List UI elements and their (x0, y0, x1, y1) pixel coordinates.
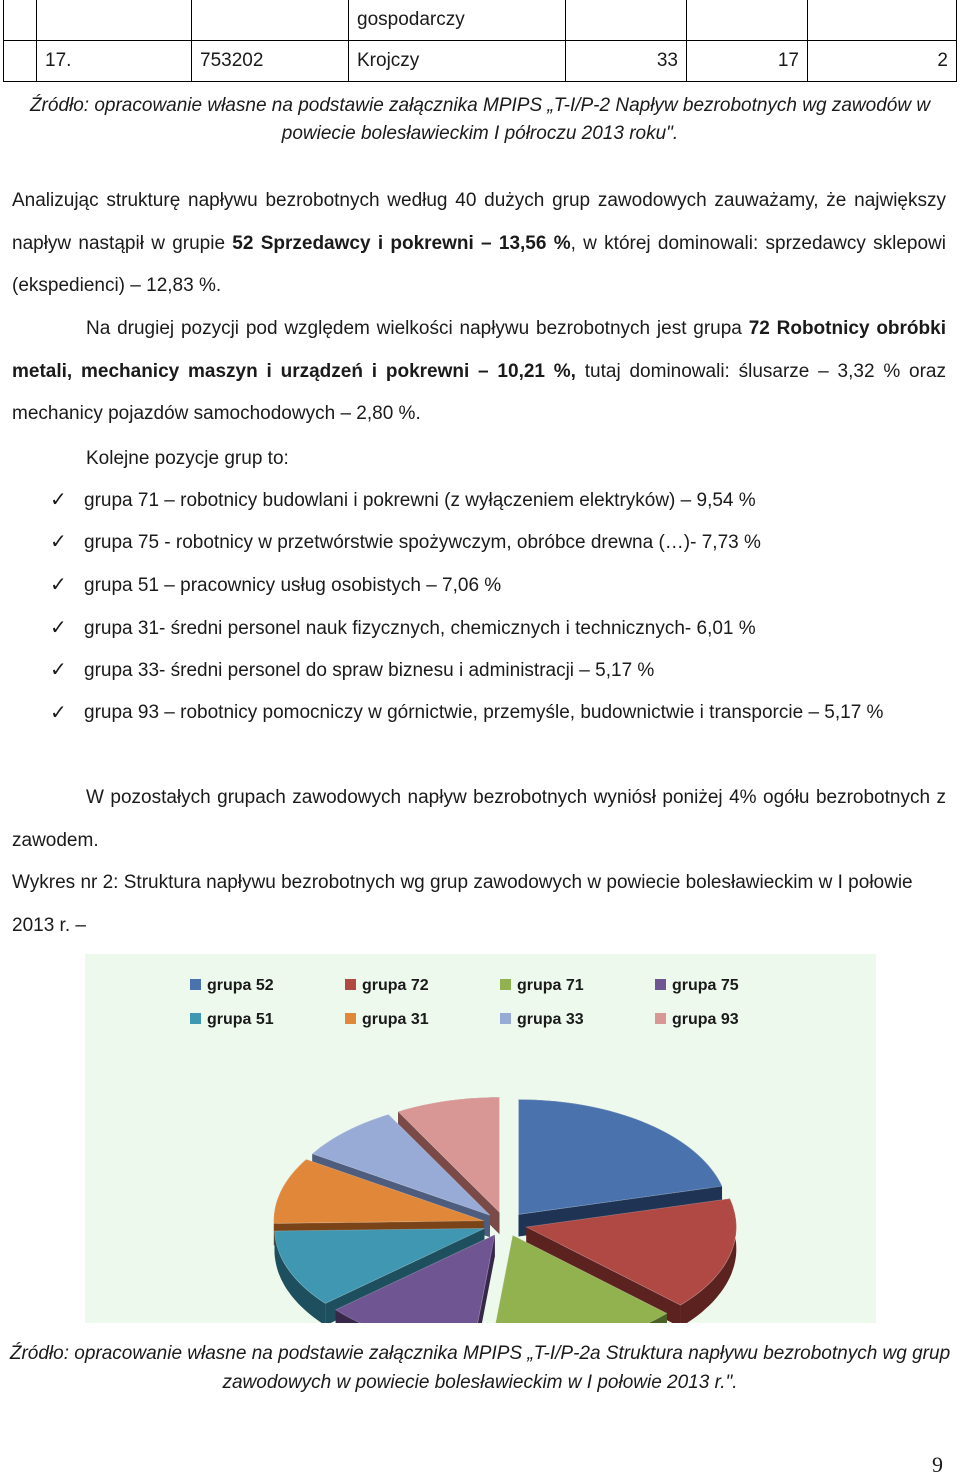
legend-item: grupa 75 (655, 976, 739, 996)
legend-item: grupa 51 (190, 1010, 274, 1030)
list-item: grupa 51 – pracownicy usług osobistych – 7,06 % (84, 575, 502, 596)
list-intro: Kolejne pozycje grup to: (86, 448, 289, 469)
pie-chart (85, 954, 876, 1323)
legend-item: grupa 93 (655, 1010, 739, 1030)
paragraph-second-position: Na drugiej pozycji pod względem wielkości napływu bezrobotnych jest grupa 72 Robotnicy obróbki metali, mechanicy maszyn i urządzeń i pokrewni – 10,21 %, tutaj dominowali: ślusarze – 3,32 % oraz mechanicy pojazdów samochodowych – 2,80 %. (12, 318, 946, 424)
table-cell-name: Krojczy (349, 41, 566, 82)
checkmark-icon: ✓ (50, 617, 67, 639)
table-cell-no: 17. (37, 41, 192, 82)
checkmark-icon: ✓ (50, 489, 67, 511)
pie-chart-area (85, 954, 876, 1323)
table-cell-value: 17 (687, 41, 808, 82)
legend-item: grupa 31 (345, 1010, 429, 1030)
occupation-table (3, 0, 957, 82)
table-row (4, 41, 957, 82)
page-number: 9 (932, 1452, 943, 1477)
list-item: grupa 33- średni personel do spraw biznesu i administracji – 5,17 % (84, 660, 655, 681)
chart-caption: Wykres nr 2: Struktura napływu bezrobotnych wg grup zawodowych w powiecie bolesławieckim w I połowie 2013 r. – (12, 872, 913, 936)
list-item: grupa 93 – robotnicy pomocniczy w górnictwie, przemyśle, budownictwie i transporcie – 5,17 % (84, 702, 884, 723)
paragraph-analysis: Analizując strukturę napływu bezrobotnych według 40 dużych grup zawodowych zauważamy, że największy napływ nastąpił w grupie 52 Sprzedawcy i pokrewni – 13,56 %, w której dominowali: sprzedawcy sklepowi (ekspedienci) – 12,83 %. (12, 190, 946, 296)
checkmark-icon: ✓ (50, 574, 67, 596)
legend-item: grupa 71 (500, 976, 584, 996)
legend-item: grupa 33 (500, 1010, 584, 1030)
legend-item: grupa 72 (345, 976, 429, 996)
legend-item: grupa 52 (190, 976, 274, 996)
table-cell-name: gospodarczy (349, 0, 566, 41)
table-cell-value: 2 (808, 41, 957, 82)
paragraph-remaining-groups: W pozostałych grupach zawodowych napływ bezrobotnych wyniósł poniżej 4% ogółu bezrobotnych z zawodem. (12, 787, 946, 851)
chart-source-note: Źródło: opracowanie własne na podstawie załącznika MPIPS „T-I/P-2a Struktura napływu bezrobotnych wg grup zawodowych w powiecie bolesławieckim w I połowie 2013 r.". (9, 1343, 951, 1393)
checkmark-icon: ✓ (50, 702, 67, 724)
table-source-note: Źródło: opracowanie własne na podstawie załącznika MPIPS „T-I/P-2 Napływ bezrobotnych wg zawodów w powiecie bolesławieckim I półroczu 2013 roku". (29, 95, 931, 144)
list-item: grupa 31- średni personel nauk fizycznych, chemicznych i technicznych- 6,01 % (84, 618, 756, 639)
table-cell-value: 33 (566, 41, 687, 82)
checkmark-icon: ✓ (50, 659, 67, 681)
table-cell-code: 753202 (192, 41, 349, 82)
list-item: grupa 75 - robotnicy w przetwórstwie spożywczym, obróbce drewna (…)- 7,73 % (84, 532, 761, 553)
list-item: grupa 71 – robotnicy budowlani i pokrewni (z wyłączeniem elektryków) – 9,54 % (84, 490, 756, 511)
checkmark-icon: ✓ (50, 531, 67, 553)
table-row (4, 0, 957, 41)
